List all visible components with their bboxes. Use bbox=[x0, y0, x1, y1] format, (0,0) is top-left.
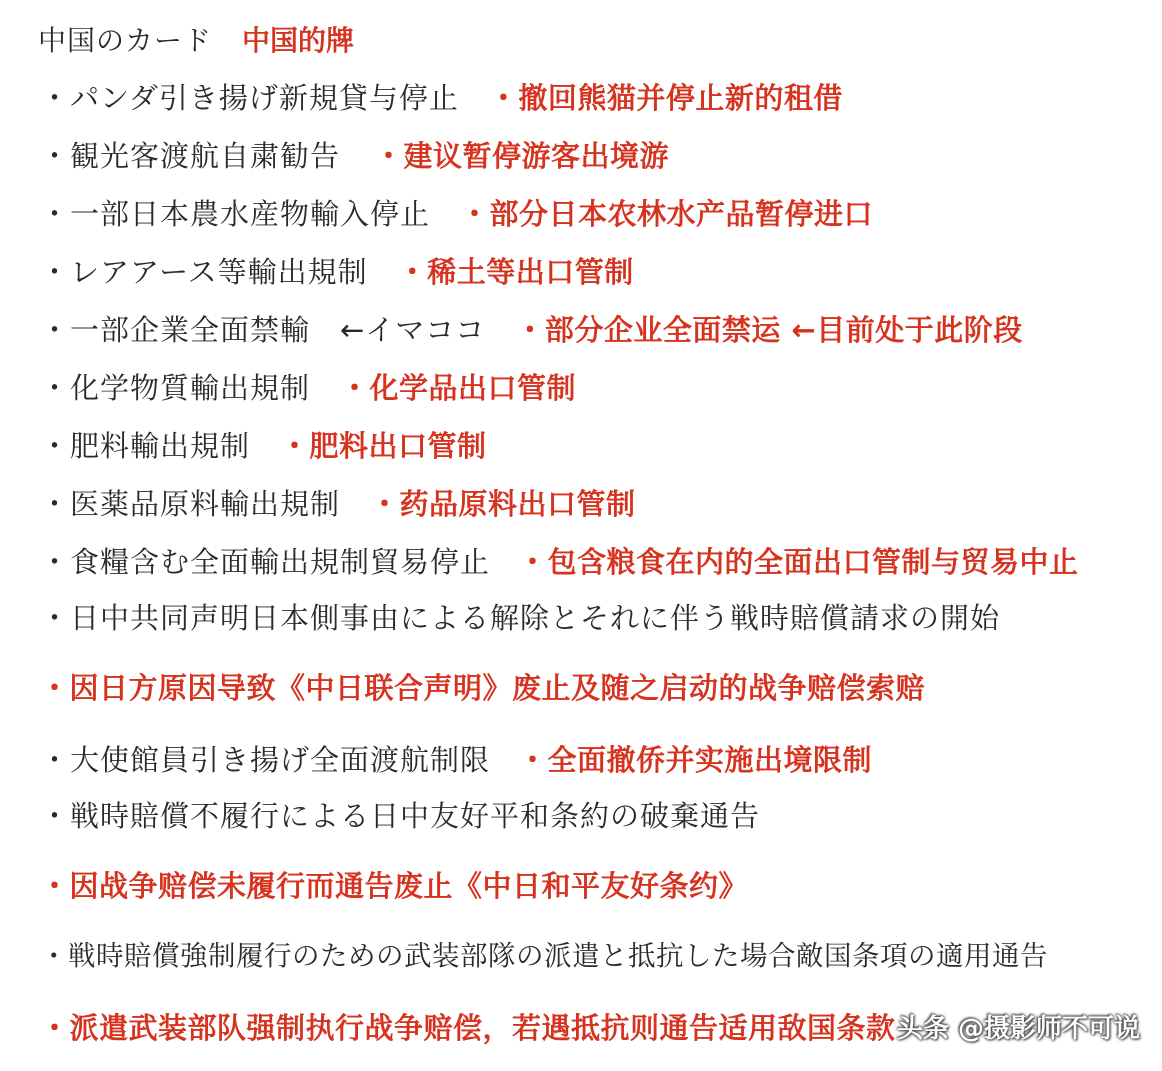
item-jp: ・戦時賠償不履行による日中友好平和条約の破棄通告 bbox=[40, 799, 761, 833]
item-jp: ・一部企業全面禁輸 ←イマココ bbox=[40, 313, 486, 347]
list-item bbox=[40, 598, 1000, 638]
list-item bbox=[40, 866, 748, 906]
item-cn: ・包含粮食在内的全面出口管制与贸易中止 bbox=[518, 545, 1079, 579]
watermark: 头条 @摄影师不可说 bbox=[896, 1014, 1140, 1044]
item-jp: ・一部日本農水産物輸入停止 bbox=[40, 197, 431, 231]
list-item bbox=[40, 668, 925, 708]
list-item bbox=[40, 796, 760, 836]
item-cn: ・稀土等出口管制 bbox=[397, 255, 634, 289]
header-line bbox=[38, 20, 354, 60]
item-cn: ・撤回熊猫并停止新的租借 bbox=[488, 81, 843, 115]
list-item bbox=[40, 936, 1048, 976]
item-jp: ・パンダ引き揚げ新規貸与停止 bbox=[40, 81, 459, 115]
item-jp: ・レアアース等輸出規制 bbox=[40, 255, 368, 289]
list-item bbox=[40, 194, 873, 234]
item-jp: ・戦時賠償強制履行のための武装部隊の派遣と抵抗した場合敵国条項の適用通告 bbox=[40, 940, 1048, 972]
list-item bbox=[40, 740, 872, 780]
item-jp: ・肥料輸出規制 bbox=[40, 429, 251, 463]
header-jp: 中国のカード bbox=[38, 24, 213, 57]
list-item bbox=[40, 368, 576, 408]
item-jp: ・医薬品原料輸出規制 bbox=[40, 487, 341, 521]
item-cn: ・部分企业全面禁运 ←目前处于此阶段 bbox=[515, 313, 1023, 347]
item-cn: ・肥料出口管制 bbox=[280, 429, 487, 463]
item-cn: ・全面撤侨并实施出境限制 bbox=[518, 743, 873, 777]
list-item bbox=[40, 1008, 896, 1048]
item-jp: ・大使館員引き揚げ全面渡航制限 bbox=[40, 743, 491, 777]
item-cn: ・因日方原因导致《中日联合声明》废止及随之启动的战争赔偿索赔 bbox=[40, 671, 926, 705]
list-item bbox=[40, 78, 843, 118]
item-cn: ・药品原料出口管制 bbox=[370, 487, 636, 521]
item-jp: ・観光客渡航自粛勧告 bbox=[40, 139, 341, 173]
list-item bbox=[40, 252, 634, 292]
list-item bbox=[40, 310, 1023, 350]
item-jp: ・食糧含む全面輸出規制貿易停止 bbox=[40, 545, 491, 579]
item-cn: ・化学品出口管制 bbox=[340, 371, 577, 405]
item-jp: ・日中共同声明日本側事由による解除とそれに伴う戦時賠償請求の開始 bbox=[40, 601, 1001, 635]
item-cn: ・派遣武装部队强制执行战争赔偿，若遇抵抗则通告适用敌国条款 bbox=[40, 1011, 896, 1045]
item-jp: ・化学物質輸出規制 bbox=[40, 371, 311, 405]
item-cn: ・因战争赔偿未履行而通告废止《中日和平友好条约》 bbox=[40, 869, 749, 903]
item-cn: ・部分日本农林水产品暂停进口 bbox=[460, 197, 874, 231]
list-item bbox=[40, 136, 669, 176]
list-item bbox=[40, 542, 1079, 582]
item-cn: ・建议暂停游客出境游 bbox=[374, 139, 670, 173]
header-cn: 中国的牌 bbox=[242, 24, 355, 57]
list-item bbox=[40, 484, 636, 524]
list-item bbox=[40, 426, 487, 466]
